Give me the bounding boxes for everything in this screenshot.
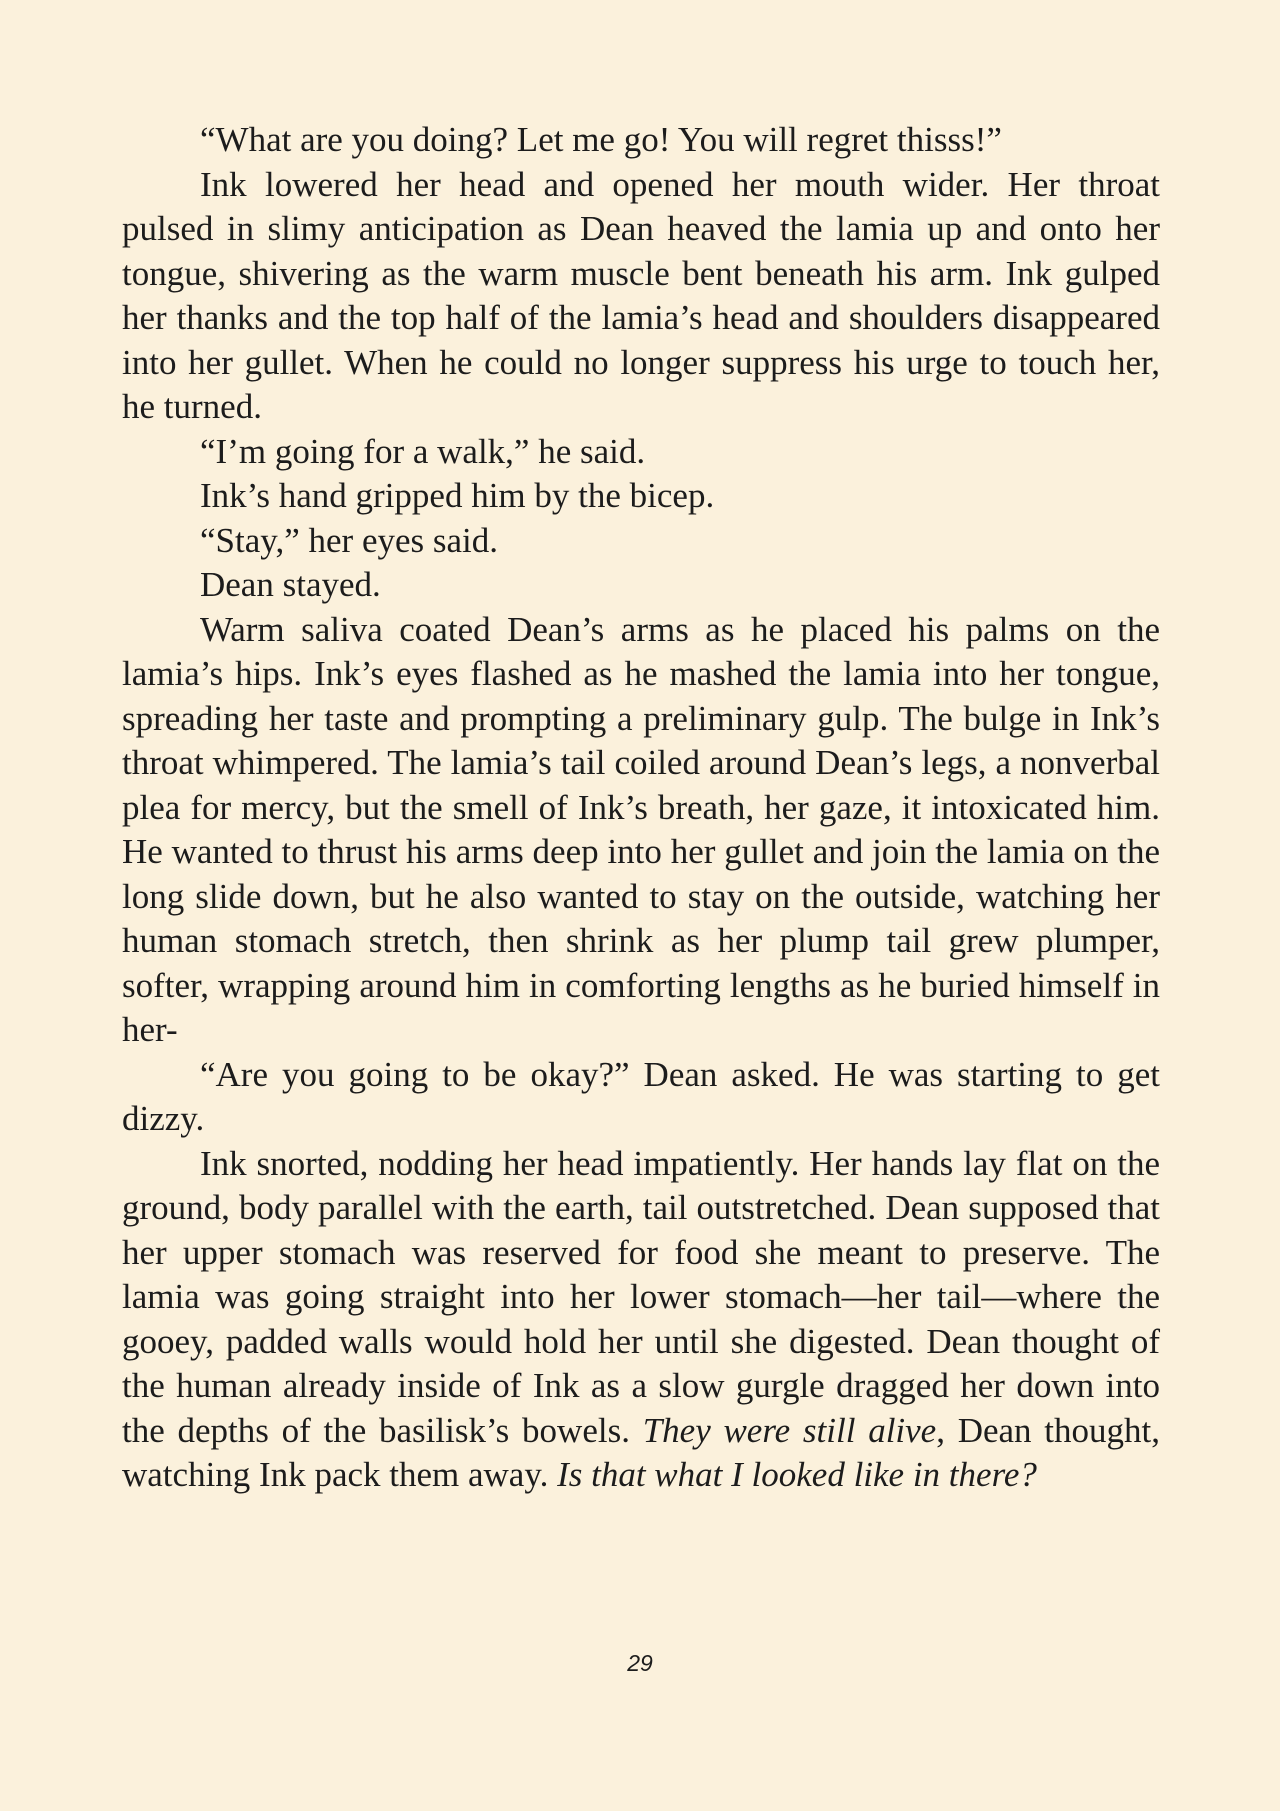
italic-text: Is that what I looked like in there? — [557, 1455, 1037, 1494]
text-run: “What are you doing? Let me go! You will regret thisss!” — [200, 120, 1002, 159]
paragraph — [122, 474, 1160, 519]
paragraph — [122, 118, 1160, 163]
page-number: 29 — [627, 1650, 653, 1676]
text-run: Dean stayed. — [200, 565, 381, 604]
paragraph — [122, 608, 1160, 1053]
paragraph — [122, 563, 1160, 608]
text-run: “Are you going to be okay?” Dean asked. He was starting to get dizzy. — [122, 1054, 1160, 1138]
paragraph — [122, 163, 1160, 430]
text-run: Warm saliva coated Dean’s arms as he placed his palms on the lamia’s hips. Ink’s eyes flashed as he mashed the lamia into her tongue, spreading her taste and prompting a preliminary gulp. The bulge in Ink’s throat whimpered. The lamia’s tail coiled around Dean’s legs, a nonverbal plea for mercy, but the smell of Ink’s breath, her gaze, it intoxicated him. He wanted to thrust his arms deep into her gullet and join the lamia on the long slide down, but he also wanted to stay on the outside, watching her human stomach stretch, then shrink as her plump tail grew plumper, softer, wrapping around him in comforting lengths as he buried himself in her- — [122, 609, 1160, 1049]
paragraph — [122, 1142, 1160, 1498]
paragraph — [122, 1053, 1160, 1142]
text-run: “I’m going for a walk,” he said. — [200, 431, 646, 471]
body-text — [122, 118, 1160, 1498]
text-run: Ink snorted, nodding her head impatiently. Her hands lay flat on the ground, body parallel with the earth, tail outstretched. Dean supposed that her upper stomach was reserved for food she meant to preserve. The lamia was going straight into her lower stomach—her tail—where the gooey, padded walls would hold her until she digested. Dean thought of the human already inside of Ink as a slow gurgle dragged her down into the depths of the basilisk’s bowels. — [122, 1143, 1160, 1450]
paragraph — [122, 430, 1160, 475]
text-run: “Stay,” her eyes said. — [200, 520, 499, 560]
text-run: Ink’s hand gripped him by the bicep. — [200, 476, 715, 515]
italic-text: They were still alive — [642, 1410, 937, 1450]
paragraph — [122, 519, 1160, 564]
text-run: Ink lowered her head and opened her mouth wider. Her throat pulsed in slimy anticipation as Dean heaved the lamia up and onto her tongue, shivering as the warm muscle bent beneath his arm. Ink gulped her thanks and the top half of the lamia’s head and shoulders disappeared into her gullet. When he could no longer suppress his urge to touch her, he turned. — [122, 164, 1160, 426]
text-run: , Dean thought, watching Ink pack them away. — [122, 1410, 1160, 1494]
